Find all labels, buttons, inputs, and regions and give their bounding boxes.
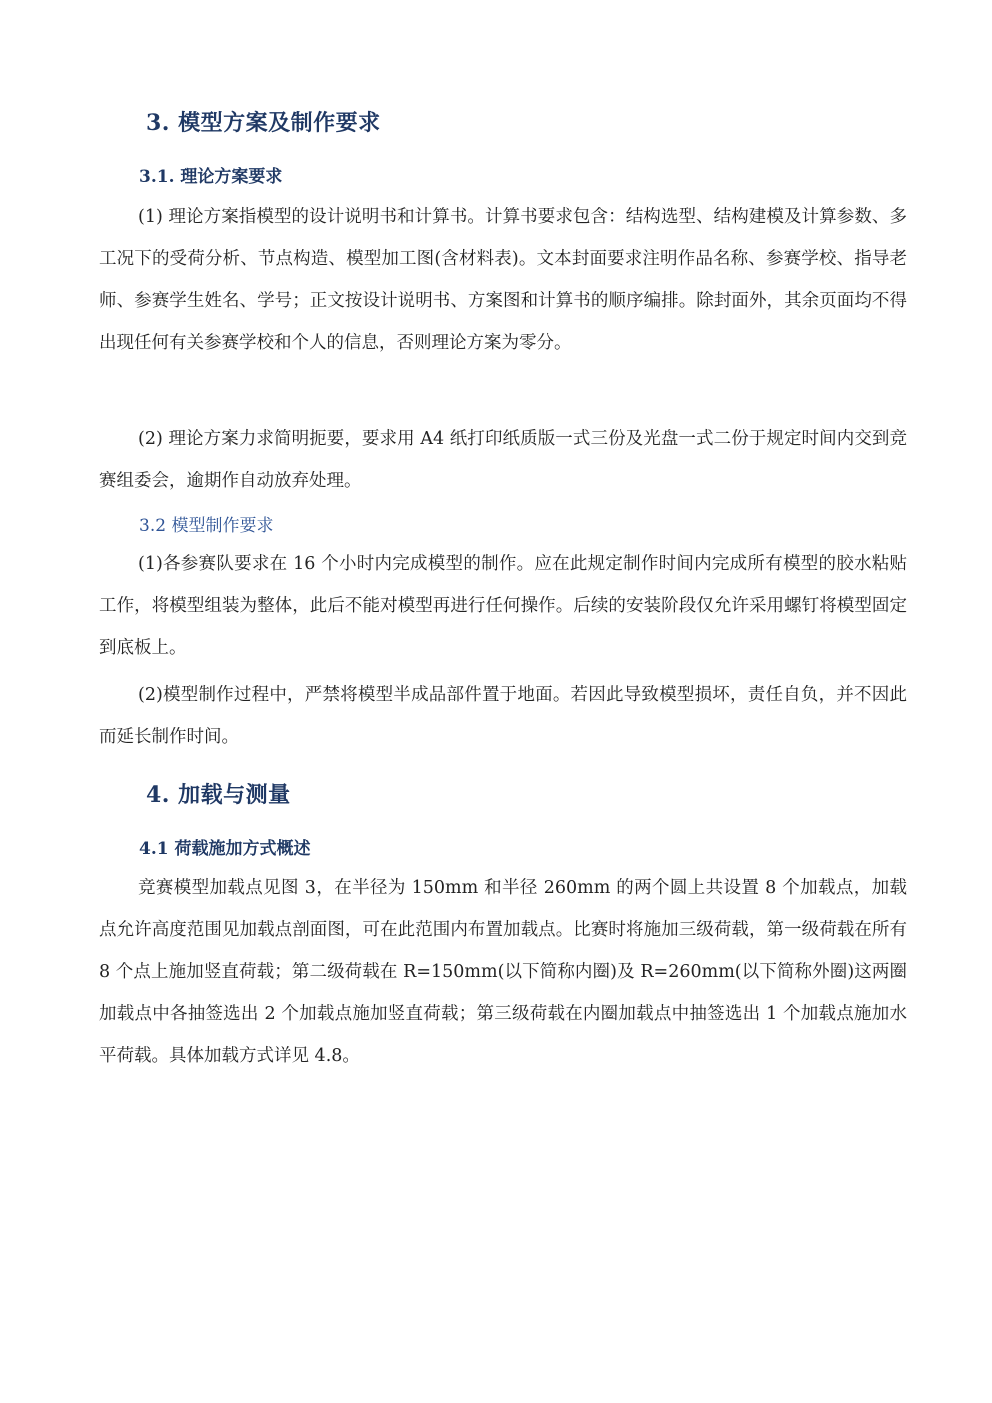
section-3-1-paragraph-1: (1) 理论方案指模型的设计说明书和计算书。计算书要求包含：结构选型、结构建模及计算参数、多工况下的受荷分析、节点构造、模型加工图(含材料表)。文本封面要求注明作品名称、参赛学校、指导老师、参赛学生姓名、学号；正文按设计说明书、方案图和计算书的顺序编排。除封面外，其余页面均不得出现任何有关参赛学校和个人的信息，否则理论方案为零分。 <box>99 207 907 353</box>
section-4-1-paragraph-1: 竞赛模型加载点见图 3，在半径为 150mm 和半径 260mm 的两个圆上共设置 8 个加载点，加载点允许高度范围见加载点剖面图，可在此范围内布置加载点。比赛时将施加三级荷载，第一级荷载在所有 8 个点上施加竖直荷载；第二级荷载在 R=150mm(以下简称内圈)及 R=260mm(以下简称外圈)这两圈加载点中各抽签选出 2 个加载点施加竖直荷载；第三级荷载在内圈加载点中抽签选出 1 个加载点施加水平荷载。具体加载方式详见 4.8。 <box>99 878 907 1066</box>
section-4-heading: 4. 加载与测量 <box>146 782 291 808</box>
section-3-2-heading: 3.2 模型制作要求 <box>139 516 274 536</box>
section-3-2-paragraph-1: (1)各参赛队要求在 16 个小时内完成模型的制作。应在此规定制作时间内完成所有模型的胶水粘贴工作，将模型组装为整体，此后不能对模型再进行任何操作。后续的安装阶段仅允许采用螺钉将模型固定到底板上。 <box>99 554 907 658</box>
section-4-1-heading: 4.1 荷载施加方式概述 <box>139 839 311 859</box>
section-3-heading: 3. 模型方案及制作要求 <box>146 110 381 136</box>
section-3-2-paragraph-2: (2)模型制作过程中，严禁将模型半成品部件置于地面。若因此导致模型损坏，责任自负，并不因此而延长制作时间。 <box>99 685 907 747</box>
section-3-1-paragraph-2: (2) 理论方案力求简明扼要，要求用 A4 纸打印纸质版一式三份及光盘一式二份于规定时间内交到竞赛组委会，逾期作自动放弃处理。 <box>99 429 907 491</box>
section-3-1-heading: 3.1. 理论方案要求 <box>139 167 283 187</box>
